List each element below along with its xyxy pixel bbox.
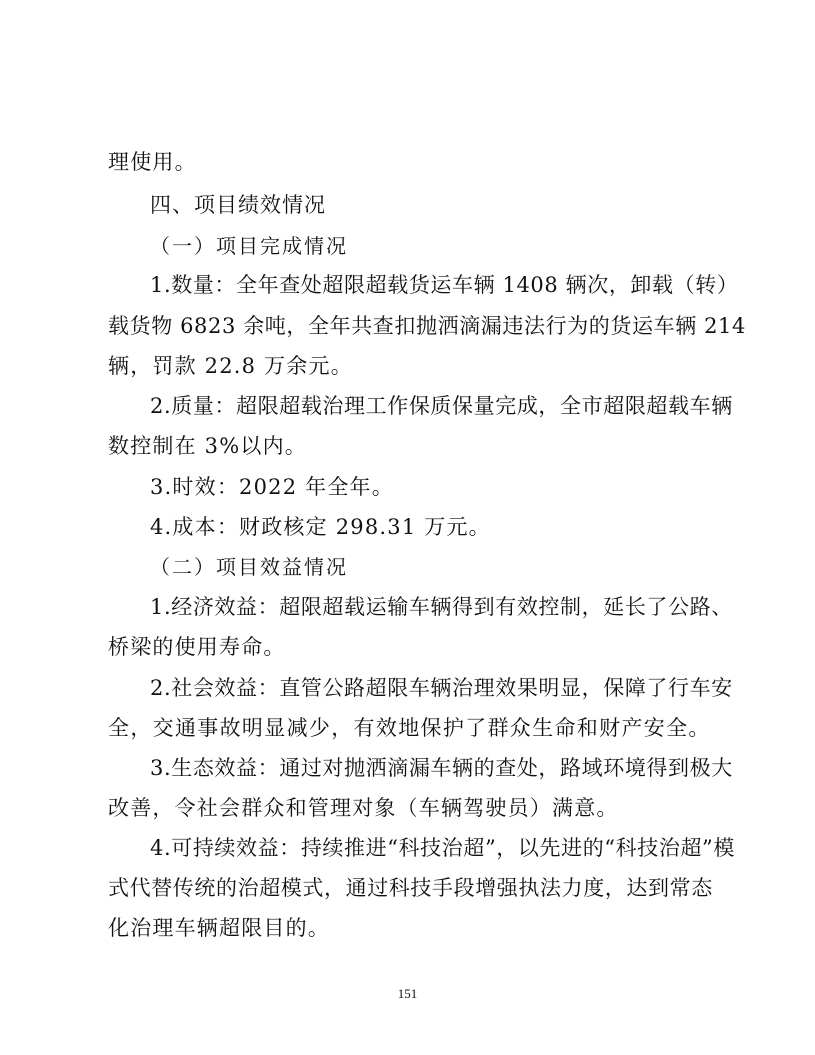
text-line: 改善，令社会群众和管理对象（车辆驾驶员）满意。 <box>108 796 619 820</box>
text-line: 1.数量：全年查处超限超载货运车辆 1408 辆次，卸载（转） <box>150 273 739 297</box>
text-line: 载货物 6823 余吨，全年共查扣抛洒滴漏违法行为的货运车辆 214 <box>108 314 746 338</box>
page-number: 151 <box>397 986 418 1001</box>
text-line: 3.生态效益：通过对抛洒滴漏车辆的查处，路域环境得到极大 <box>150 756 733 780</box>
text-line: 2.社会效益：直管公路超限车辆治理效果明显，保障了行车安 <box>150 676 733 700</box>
text-line: 桥梁的使用寿命。 <box>108 635 286 659</box>
text-line: 全，交通事故明显减少，有效地保护了群众生命和财产安全。 <box>108 716 710 740</box>
text-line: 辆，罚款 22.8 万余元。 <box>108 354 353 378</box>
text-line: 理使用。 <box>108 150 197 174</box>
text-line: 3.时效：2022 年全年。 <box>150 475 394 499</box>
text-line: 化治理车辆超限目的。 <box>108 916 330 940</box>
section-heading: 四、项目绩效情况 <box>150 193 326 217</box>
text-line: 1.经济效益：超限超载运输车辆得到有效控制，延长了公路、 <box>150 595 733 619</box>
text-line: 数控制在 3%以内。 <box>108 434 307 458</box>
subsection-heading: （二）项目效益情况 <box>150 555 348 579</box>
text-line: 4.可持续效益：持续推进“科技治超”，以先进的“科技治超”模 <box>150 836 735 860</box>
text-line: 4.成本：财政核定 298.31 万元。 <box>150 515 491 539</box>
text-line: 式代替传统的治超模式，通过科技手段增强执法力度，达到常态 <box>108 876 713 900</box>
subsection-heading: （一）项目完成情况 <box>150 234 348 258</box>
text-line: 2.质量：超限超载治理工作保质保量完成，全市超限超载车辆 <box>150 394 733 418</box>
